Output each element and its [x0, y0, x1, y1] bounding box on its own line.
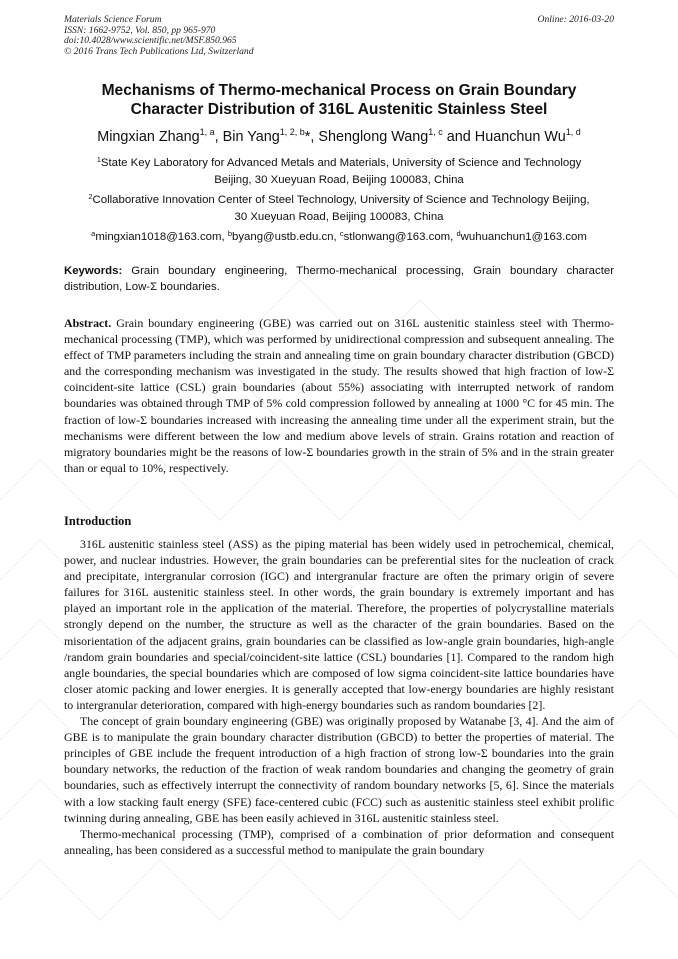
- keywords-text: Grain boundary engineering, Thermo-mechanical processing, Grain boundary character distribution, Low-Σ boundaries.: [64, 265, 614, 293]
- paragraph: Thermo-mechanical processing (TMP), comprised of a combination of prior deformation and consequent annealing, has been considered as a successful method to manipulate the grain boundary: [64, 826, 614, 857]
- author-separator: ,: [214, 129, 223, 145]
- abstract-label: Abstract.: [64, 316, 112, 330]
- affiliation-sup: 2: [88, 192, 93, 201]
- author-name: Bin Yang: [222, 129, 280, 145]
- email-separator: ,: [333, 231, 340, 243]
- online-date: Online: 2016-03-20: [537, 14, 614, 25]
- paragraph: The concept of grain boundary engineering (GBE) was originally proposed by Watanabe [3, 4]. And the aim of GBE is to manipulate the grain boundary character distribution (GBCD) to better the properties of material. The principles of GBE include the frequent introduction of a high fraction of strong low-Σ boundaries into the grain boundary networks, the reduction of the fraction of weak random boundaries and changing the geometry of grain boundaries, such as effectively interrupt the connectivity of random boundary networks [5, 6]. Since the materials with a low stacking fault energy (SFE) face-centered cubic (FCC) such as austenitic stainless steel exhibit prolific twinning during annealing, GBE has been easily achieved in 316L austenitic stainless steel.: [64, 714, 614, 825]
- author-name: Shenglong Wang: [318, 129, 429, 145]
- author-name: Huanchun Wu: [474, 129, 566, 145]
- author-list: [64, 128, 614, 146]
- affiliation-line: Collaborative Innovation Center of Steel Technology, University of Science and Technology Beijing,: [92, 194, 590, 206]
- abstract-block: [64, 315, 614, 476]
- author-sup: 1, 2, b: [279, 127, 305, 137]
- affiliation-line: 30 Xueyuan Road, Beijing 100083, China: [234, 210, 444, 223]
- title-line-2: Character Distribution of 316L Austenitic Stainless Steel: [130, 101, 548, 118]
- author-separator: ,: [310, 129, 319, 145]
- affiliation-line: Beijing, 30 Xueyuan Road, Beijing 100083, China: [214, 173, 464, 186]
- copyright-line: © 2016 Trans Tech Publications Ltd, Switzerland: [64, 45, 254, 57]
- abstract-text: Grain boundary engineering (GBE) was carried out on 316L austenitic stainless steel with Thermo-mechanical processing (TMP), which was performed by unidirectional compression and subsequent annealing. The effect of TMP parameters including the strain and annealing time on grain boundary character distribution (GBCD) and the corresponding mechanism was investigated in the study. The results showed that high fraction of low-Σ coincident-site lattice (CSL) grain boundaries (about 55%) associating with interrupted network of random boundaries was obtained through TMP of 5% cold compression followed by annealing at 1000 °C for 45 min. The fraction of low-Σ boundaries increased with increasing the annealing time under all the experiment strain, but the mechanisms were different between the low and medium above levels of strain. Grains rotation and reaction of migratory boundaries might be the reasons of low-Σ boundaries growth in the strain of 5% and in the strain greater than or equal to 10%, respectively.: [64, 316, 614, 475]
- author-name: Mingxian Zhang: [97, 129, 200, 145]
- author-sup: 1, d: [565, 127, 581, 137]
- affiliation-sup: 1: [96, 155, 101, 164]
- email-sup: d: [456, 229, 461, 238]
- title-line-1: Mechanisms of Thermo-mechanical Process on Grain Boundary: [101, 82, 577, 99]
- corresponding-mark: *: [304, 129, 311, 145]
- journal-name: Materials Science Forum: [64, 14, 162, 25]
- introduction-body: [64, 536, 614, 858]
- affiliation-1: [64, 155, 614, 188]
- email-sup: c: [339, 229, 344, 238]
- email-address: mingxian1018@163.com: [95, 231, 222, 243]
- section-heading: Introduction: [64, 514, 132, 528]
- email-separator: ,: [221, 231, 228, 243]
- email-address: byang@ustb.edu.cn: [232, 231, 334, 243]
- affiliation-line: State Key Laboratory for Advanced Metals and Materials, University of Science and Technology: [100, 157, 582, 169]
- author-separator: and: [442, 129, 475, 145]
- author-sup: 1, c: [428, 127, 443, 137]
- email-address: wuhuanchun1@163.com: [460, 231, 587, 243]
- author-sup: 1, a: [199, 127, 215, 137]
- keywords-block: [64, 264, 614, 295]
- affiliation-2: [64, 192, 614, 225]
- issn-line: ISSN: 1662-9752, Vol. 850, pp 965-970: [64, 24, 216, 36]
- email-address: stlonwang@163.com: [343, 231, 451, 243]
- email-sup: b: [227, 229, 233, 238]
- paper-title: [64, 81, 614, 119]
- paragraph: 316L austenitic stainless steel (ASS) as the piping material has been widely used in petrochemical, chemical, power, and nuclear industries. However, the grain boundaries can be preferential sites for the nucleation of crack and precipitate, intergranular corrosion (IGC) and intergranular fracture are often the primary origin of severe failures for 316L austenitic stainless steel. In other words, the grain boundary is extremely important and has played an important role in the application of the material. Therefore, the properties of polycrystalline materials strongly depend on the number, the structure as well as the character of the grain boundaries. Based on the misorientation of the adjacent grains, grain boundaries can be classified as low-angle grain boundaries, high-angle /random grain boundaries and special/coincident-site lattice (CSL) boundaries [1]. Compared to the random high angle boundaries, the special boundaries which are composed of low sigma coincident-site lattice boundaries have closer atomic packing and lower energies. It is generally accepted that low-energy boundaries are highly resistant to intergranular deterioration, compared with high-energy boundaries such as random boundaries [2].: [64, 537, 614, 712]
- email-list: [64, 229, 614, 246]
- keywords-label: Keywords:: [64, 265, 123, 277]
- email-separator: ,: [450, 231, 457, 243]
- journal-header: [64, 15, 254, 57]
- doi-line: doi:10.4028/www.scientific.net/MSF.850.965: [64, 35, 237, 47]
- email-sup: a: [91, 229, 96, 238]
